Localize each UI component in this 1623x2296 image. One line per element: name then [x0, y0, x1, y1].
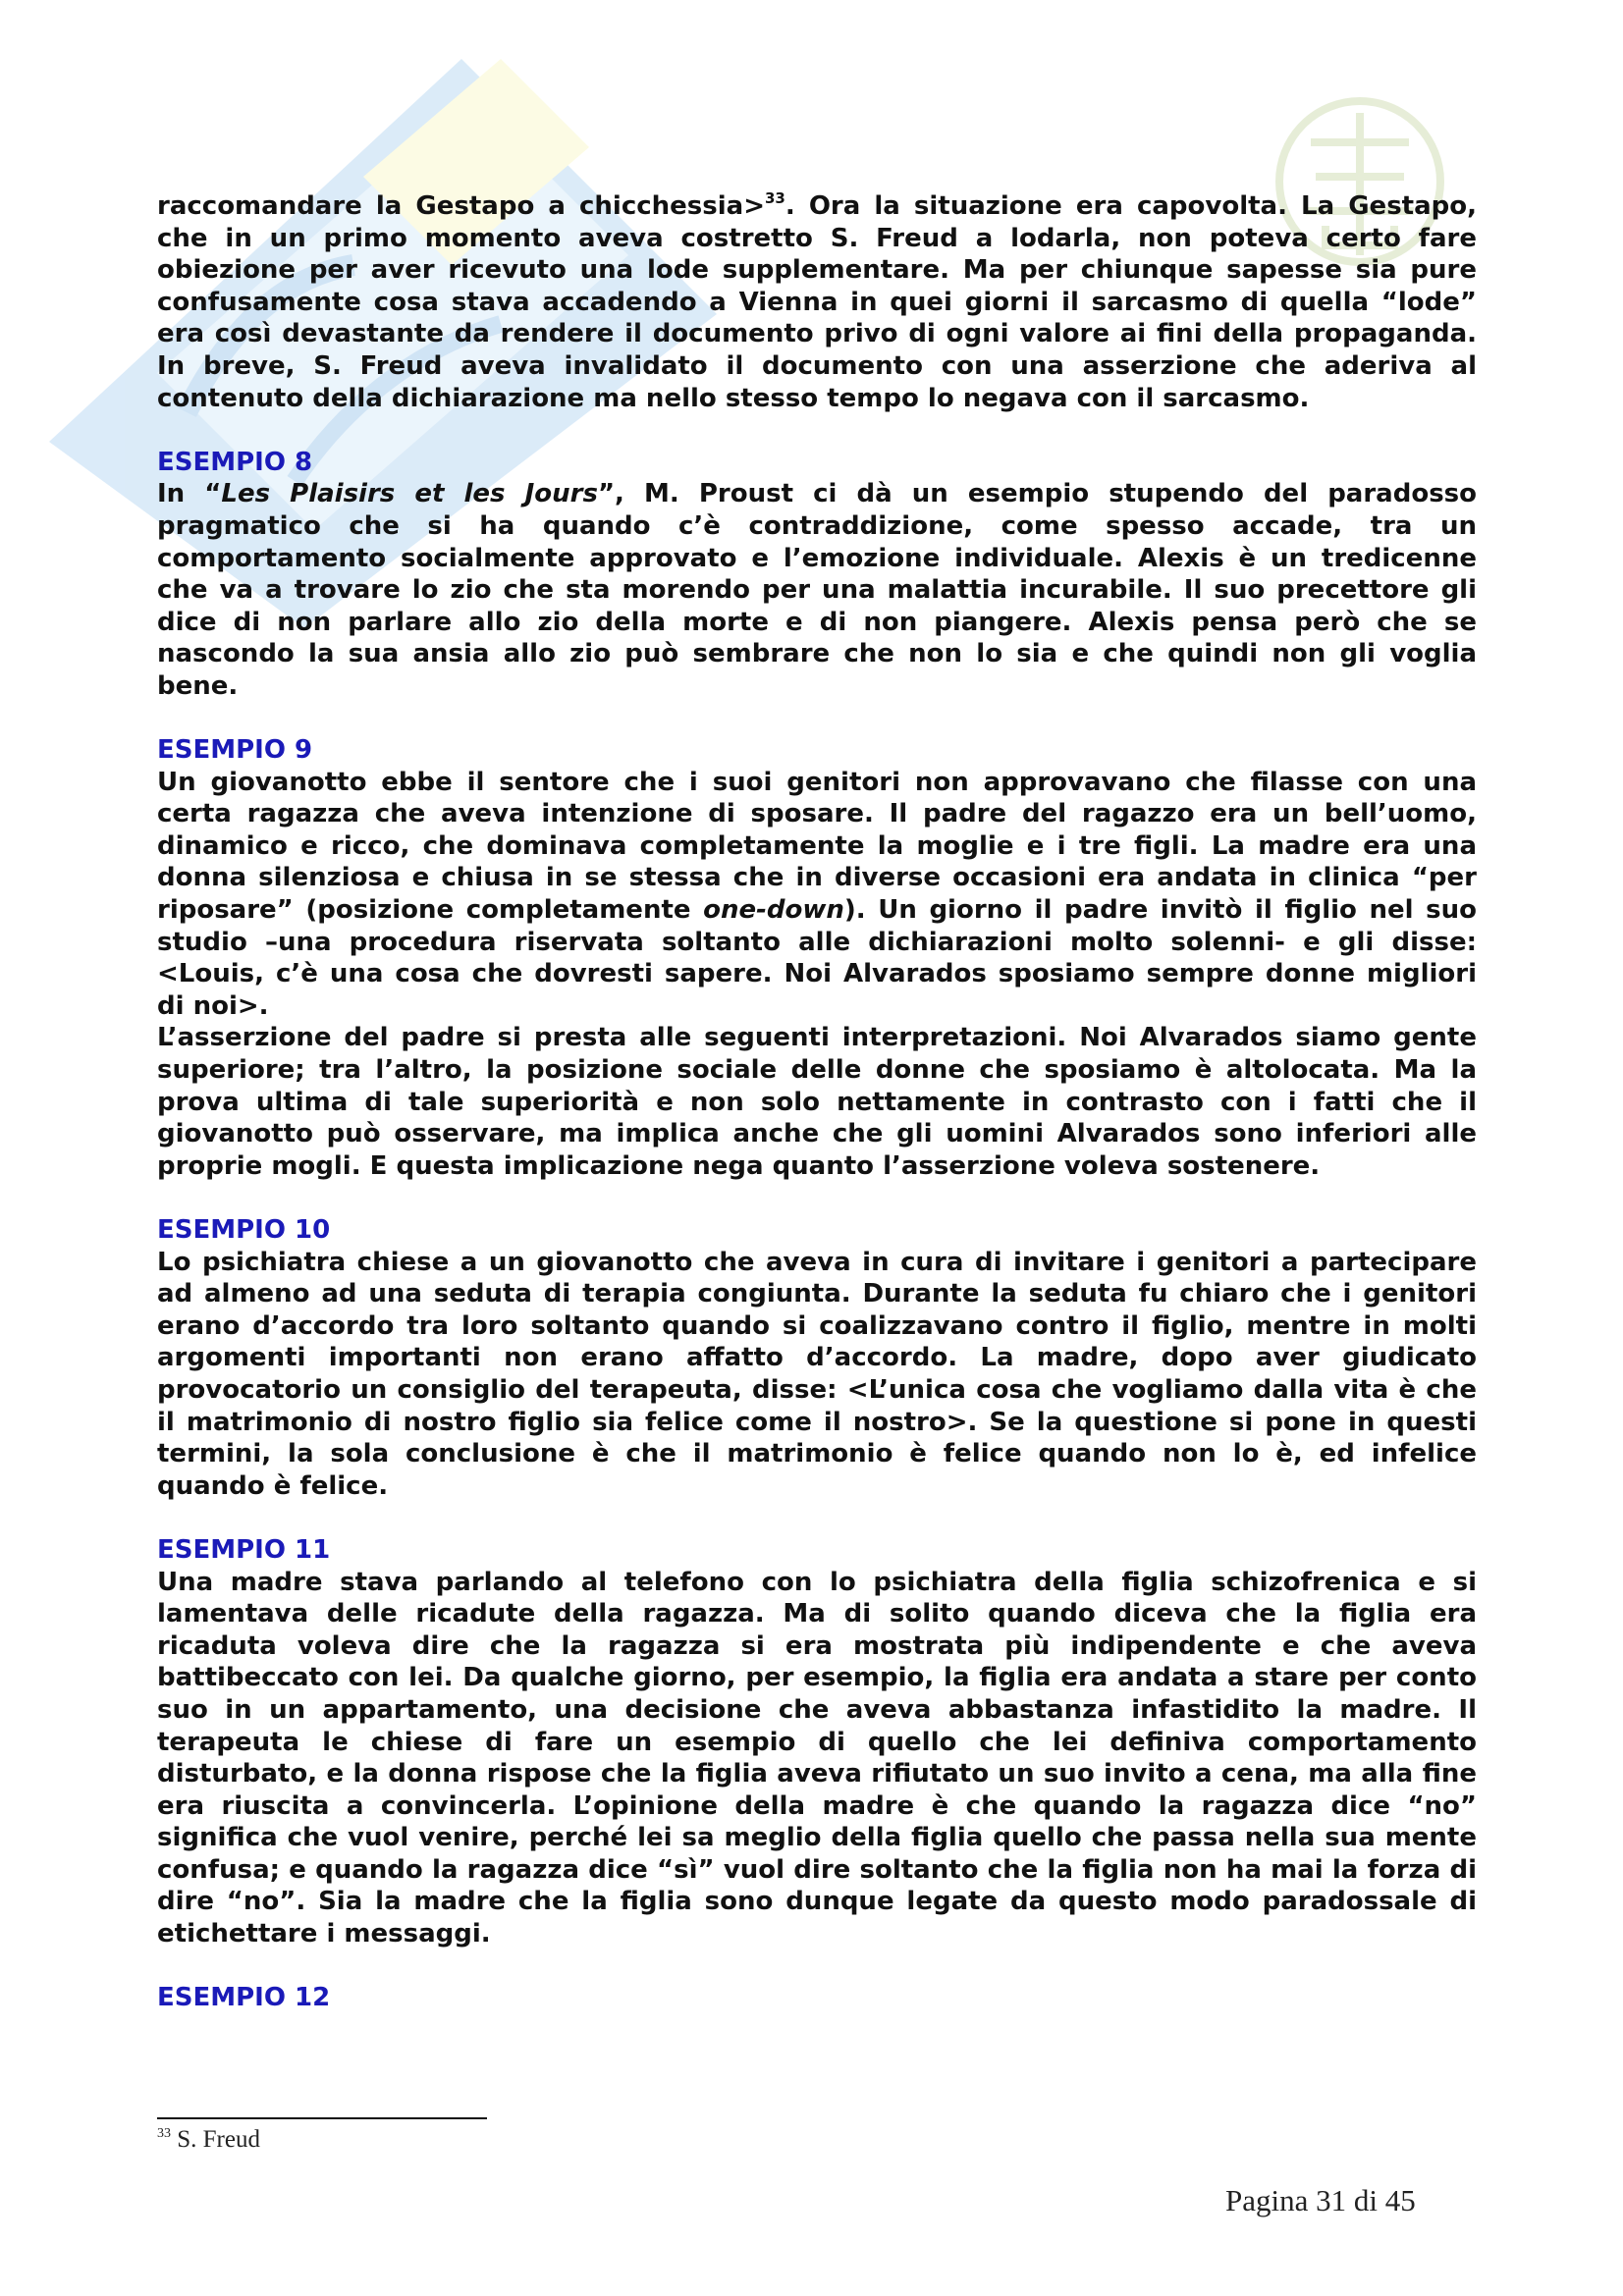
paragraph-gap — [157, 1182, 1477, 1214]
section-heading: ESEMPIO 9 — [157, 735, 313, 766]
body-paragraph — [157, 1247, 1477, 1503]
footnote-reference: 33 — [765, 189, 785, 207]
italic-text: Les Plaisirs et les Jours — [221, 479, 598, 509]
section-heading: ESEMPIO 12 — [157, 1983, 331, 2013]
text-run: In “ — [157, 479, 222, 509]
footnote-separator — [157, 2117, 487, 2119]
body-paragraph — [157, 478, 1477, 702]
section-heading: ESEMPIO 8 — [157, 447, 313, 477]
paragraph-gap — [157, 414, 1477, 447]
section-heading: ESEMPIO 10 — [157, 1215, 331, 1245]
text-run: ”, M. Proust ci dà un esempio stupendo del paradosso pragmatico che si ha quando c’è contraddizione, come spesso accade, tra un comportamento socialmente approvato e l’emozione individuale. Alexis è un tredicenne che va a trovare lo zio che sta morendo per una malattia incurabile. Il suo precettore gli dice di non parlare allo zio della morte e di non piangere. Alexis pensa però che se nascondo la sua ansia allo zio può sembrare che non lo sia e che quindi non gli voglia bene. — [157, 479, 1478, 701]
text-run: Una madre stava parlando al telefono con lo psichiatra della figlia schizofrenica e si lamentava delle ricadute della ragazza. Ma di solito quando diceva che la figlia era ricaduta voleva dire che la ragazza si era mostrata più indipendente e che aveva battibeccato con lei. Da qualche giorno, per esempio, la figlia era andata a stare per conto suo in un appartamento, una decisione che aveva abbastanza infastidito la madre. Il terapeuta le chiese di fare un esempio di quello che lei definiva comportamento disturbato, e la donna rispose che la figlia aveva rifiutato un suo invito a cena, ma alla fine era riuscita a convincerla. L’opinione della madre è che quando la ragazza dice “no” significa che vuol venire, perché lei sa meglio della figlia quello che passa nella sua mente confusa; e quando la ragazza dice “sì” vuol dire soltanto che la figlia non ha mai la forza di dire “no”. Sia la madre che la figlia sono dunque legate da questo modo paradossale di etichettare i messaggi. — [157, 1567, 1477, 1949]
body-paragraph — [157, 190, 1477, 414]
body-paragraph — [157, 1567, 1477, 1950]
section-heading: ESEMPIO 11 — [157, 1534, 331, 1565]
text-run: . Ora la situazione era capovolta. La Gestapo, che in un primo momento aveva costretto S. Freud a lodarla, non poteva certo fare obiezione per aver ricevuto una lode supplementare. Ma per chiunque sapesse sia pure confusamente cosa stava accadendo a Vienna in quei giorni il sarcasmo di quella “lode” era così devastante da rendere il documento privo di ogni valore ai fini della propaganda. In breve, S. Freud aveva invalidato il documento con una asserzione che aderiva al contenuto della dichiarazione ma nello stesso tempo lo negava con il sarcasmo. — [157, 191, 1477, 413]
footnote — [157, 2126, 260, 2154]
text-run: L’asserzione del padre si presta alle seguenti interpretazioni. Noi Alvarados siamo gente superiore; tra l’altro, la posizione sociale delle donne che sposiamo è altolocata. Ma la prova ultima di tale superiorità e non solo nettamente in contrasto con i fatti che il giovanotto può osservare, ma implica anche che gli uomini Alvarados sono inferiori alle proprie mogli. E questa implicazione nega quanto l’asserzione voleva sostenere. — [157, 1023, 1477, 1181]
page-number: Pagina 31 di 45 — [1225, 2183, 1416, 2217]
document-body — [157, 190, 1477, 2014]
text-run: raccomandare la Gestapo a chicchessia> — [157, 191, 765, 221]
text-run: Un giovanotto ebbe il sentore che i suoi genitori non approvavano che filasse con una certa ragazza che aveva intenzione di sposare. Il padre del ragazzo era un bell’uomo, dinamico e ricco, che dominava completamente la moglie e i tre figli. La madre era una donna silenziosa e chiusa in se stessa che in diverse occasioni era andata in clinica “per riposare” (posizione completamente — [157, 767, 1477, 926]
paragraph-gap — [157, 1502, 1477, 1534]
body-paragraph — [157, 767, 1477, 1023]
paragraph-gap — [157, 1950, 1477, 1983]
body-paragraph — [157, 1022, 1477, 1182]
text-run: Lo psichiatra chiese a un giovanotto che aveva in cura di invitare i genitori a partecipare ad almeno ad una seduta di terapia congiunta. Durante la seduta fu chiaro che i genitori erano d’accordo tra loro soltanto quando si coalizzavano contro il figlio, mentre in molti argomenti importanti non erano affatto d’accordo. La madre, dopo aver giudicato provocatorio un consiglio del terapeuta, disse: <L’unica cosa che vogliamo dalla vita è che il matrimonio di nostro figlio sia felice come il nostro>. Se la questione si pone in questi termini, la sola conclusione è che il matrimonio è felice quando non lo è, ed infelice quando è felice. — [157, 1247, 1477, 1501]
text-run: ). Un giorno il padre invitò il figlio nel suo studio –una procedura riservata soltanto alle dichiarazioni molto solenni- e gli disse: <Louis, c’è una cosa che dovresti sapere. Noi Alvarados sposiamo sempre donne migliori di noi>. — [157, 895, 1477, 1021]
paragraph-gap — [157, 703, 1477, 735]
footnote-text: S. Freud — [171, 2126, 260, 2153]
italic-text: one-down — [703, 895, 844, 926]
footnote-number: 33 — [157, 2126, 171, 2141]
